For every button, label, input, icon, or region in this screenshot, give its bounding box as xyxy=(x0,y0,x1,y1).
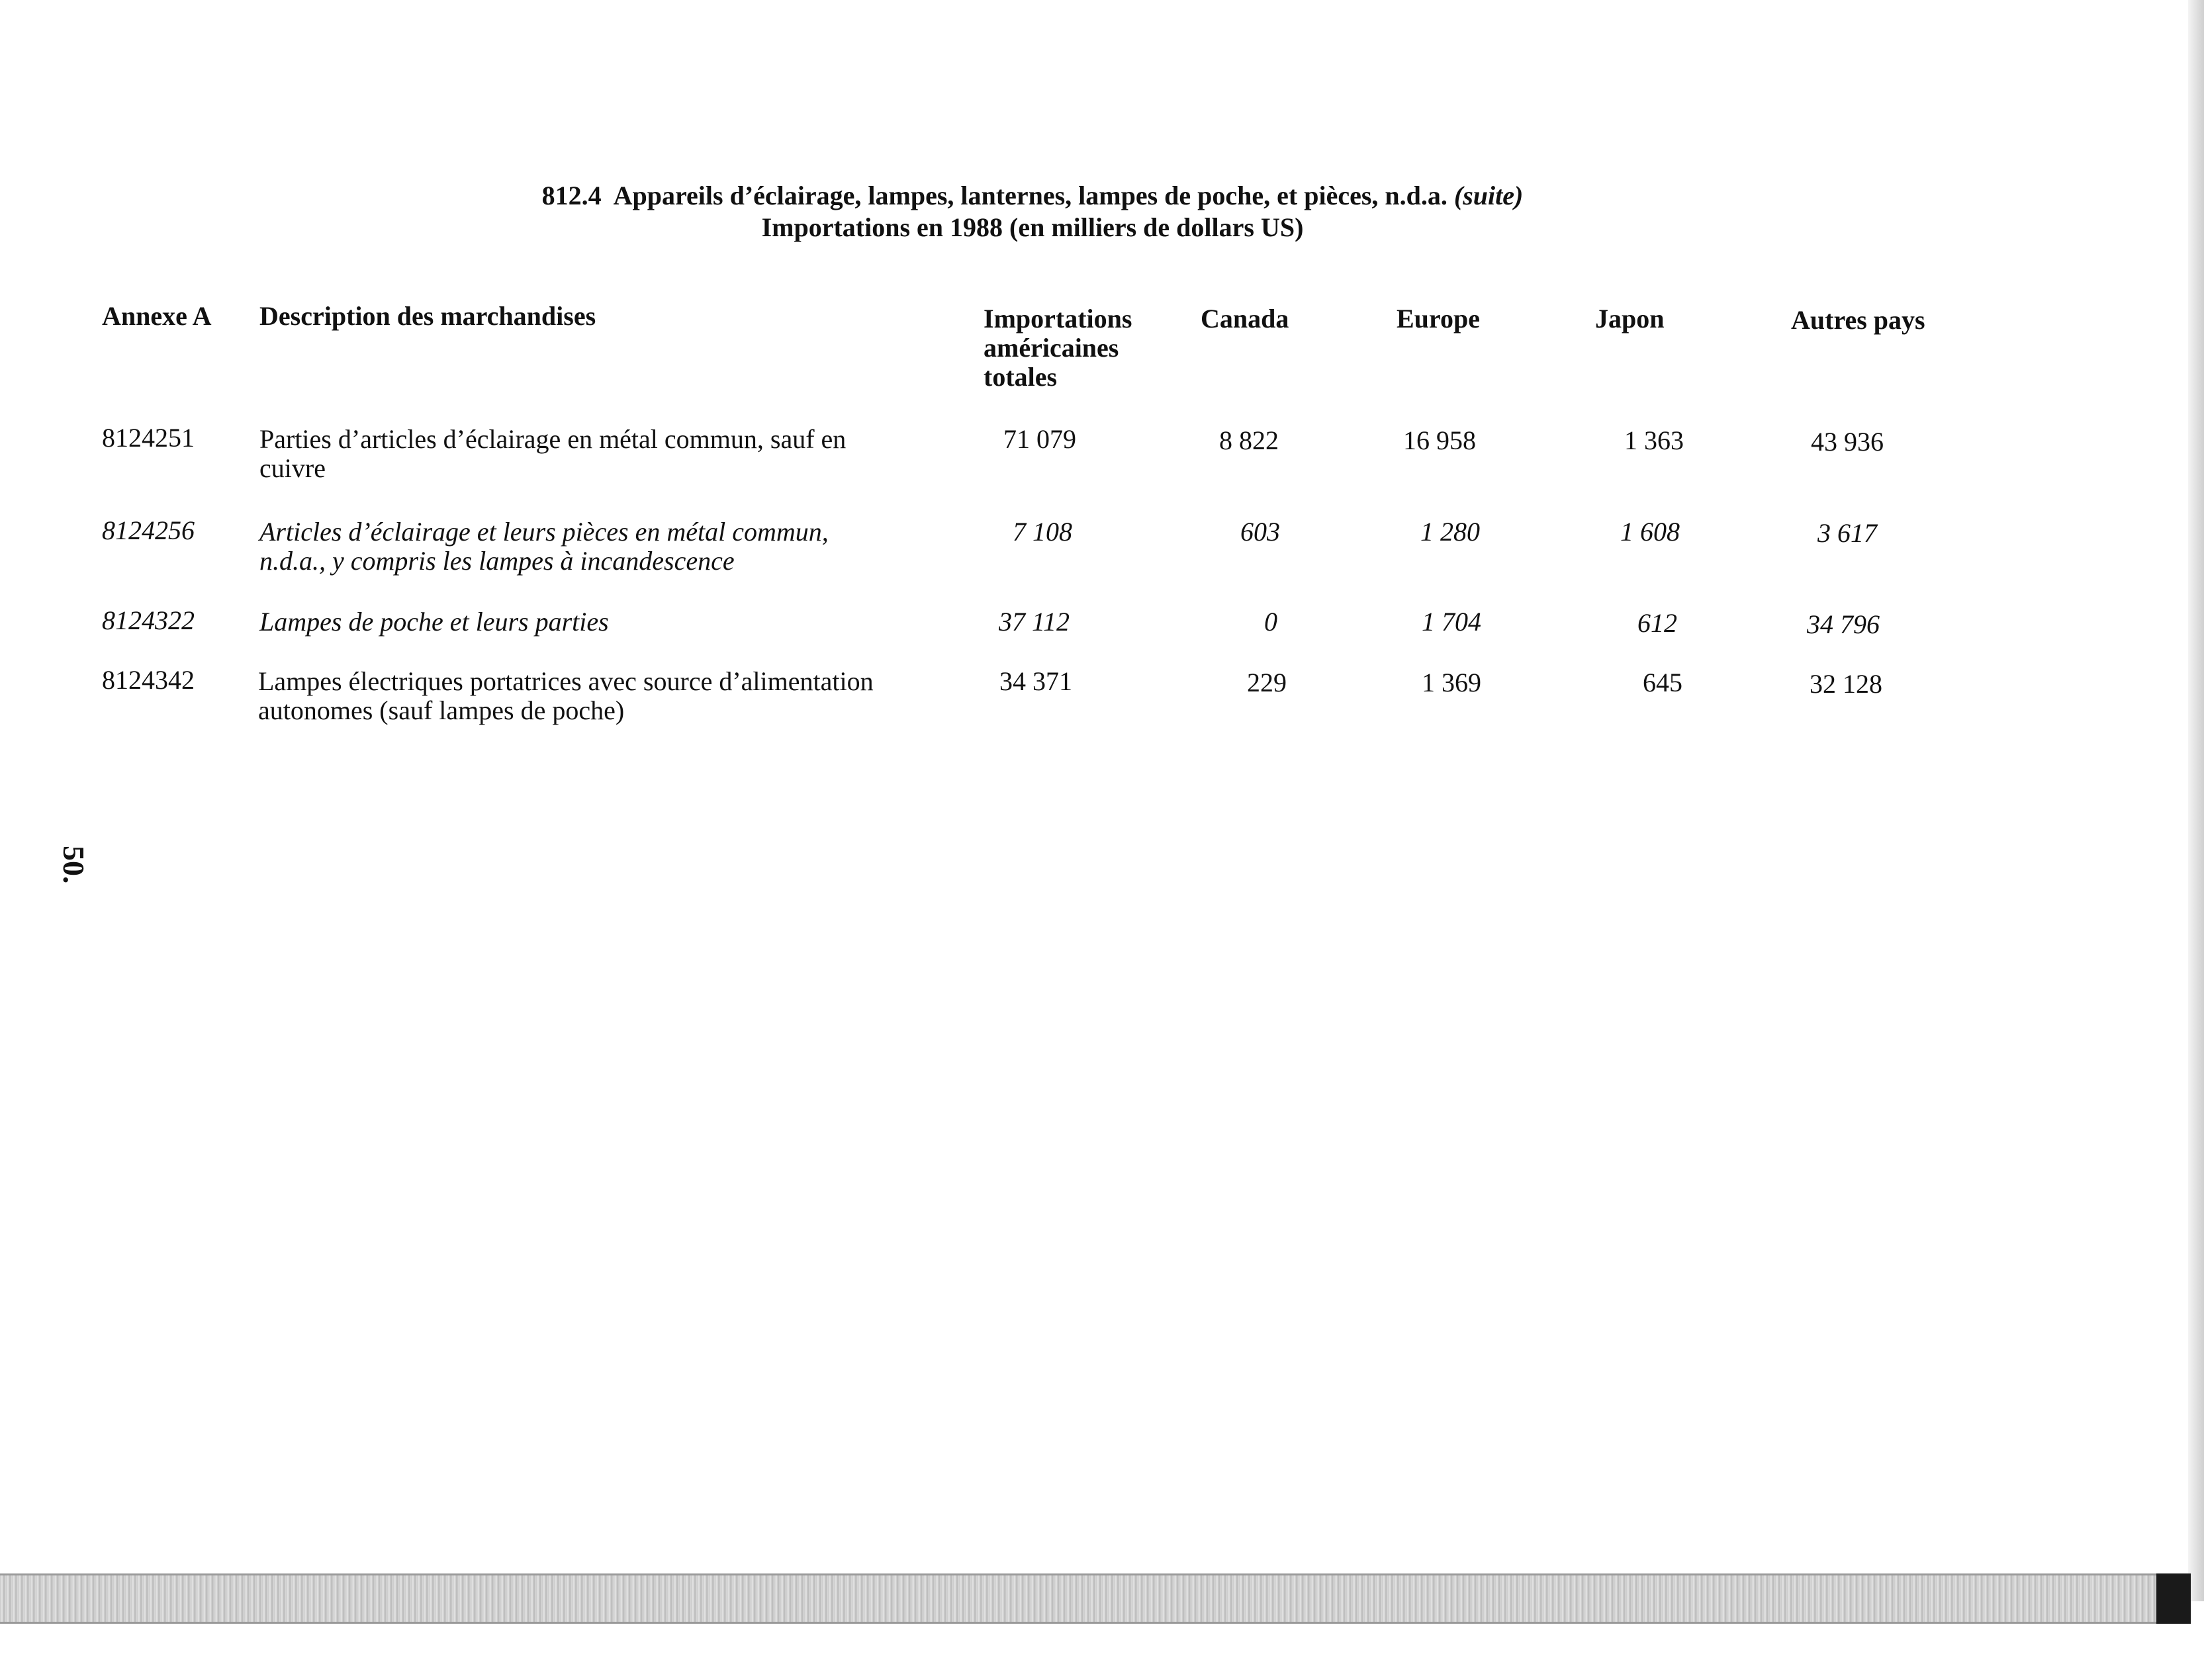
row-description-line1: Lampes de poche et leurs parties xyxy=(259,607,609,637)
row-europe: 16 958 xyxy=(1403,425,1476,455)
row-description xyxy=(259,517,928,576)
row-autres: 34 796 xyxy=(1807,609,1880,639)
row-autres: 43 936 xyxy=(1811,427,1884,457)
title-text: Appareils d’éclairage, lampes, lanternes, lampes de poche, et pièces, n.d.a. xyxy=(613,181,1447,210)
row-canada: 603 xyxy=(1240,517,1280,547)
row-japon: 645 xyxy=(1643,668,1682,697)
row-annexe: 8124322 xyxy=(102,605,195,635)
table-title xyxy=(371,180,1694,212)
row-canada: 229 xyxy=(1247,668,1287,697)
row-japon: 1 608 xyxy=(1620,517,1680,547)
page-number: 50. xyxy=(57,846,91,884)
row-imports: 7 108 xyxy=(1013,517,1072,547)
row-description-line1: Parties d’articles d’éclairage en métal commun, sauf en xyxy=(259,424,847,454)
row-europe: 1 704 xyxy=(1422,607,1481,637)
row-description-line2: n.d.a., y compris les lampes à incandescence xyxy=(259,546,735,576)
section-code: 812.4 xyxy=(541,181,602,210)
table-title-block xyxy=(371,180,1694,243)
header-autres: Autres pays xyxy=(1791,305,1925,335)
row-description xyxy=(259,425,928,483)
row-imports: 34 371 xyxy=(999,666,1072,696)
title-suffix: (suite) xyxy=(1453,181,1524,210)
header-annexe: Annexe A xyxy=(102,301,212,331)
row-imports: 37 112 xyxy=(998,607,1070,637)
row-description-line1: Lampes électriques portatrices avec source d’alimentation xyxy=(258,666,874,696)
header-imports-line1: Importations xyxy=(984,304,1132,333)
table-subtitle: Importations en 1988 (en milliers de dollars US) xyxy=(761,212,1304,242)
row-description-line2: cuivre xyxy=(259,453,326,483)
row-autres: 32 128 xyxy=(1810,669,1882,699)
row-description-line2: autonomes (sauf lampes de poche) xyxy=(258,695,625,725)
row-japon: 1 363 xyxy=(1624,425,1684,455)
page-edge xyxy=(2188,0,2204,1601)
row-japon: 612 xyxy=(1637,608,1677,638)
row-annexe: 8124251 xyxy=(102,423,195,453)
row-canada: 8 822 xyxy=(1219,425,1279,455)
row-description xyxy=(258,667,927,725)
header-imports xyxy=(984,304,1132,392)
header-canada: Canada xyxy=(1201,304,1289,333)
row-description xyxy=(259,607,928,637)
scan-border-band xyxy=(0,1573,2191,1624)
header-description: Description des marchandises xyxy=(259,301,596,331)
row-canada: 0 xyxy=(1264,607,1277,637)
header-imports-line2: américaines xyxy=(984,333,1119,363)
row-description-line1: Articles d’éclairage et leurs pièces en métal commun, xyxy=(259,517,829,547)
header-imports-line3: totales xyxy=(984,362,1058,392)
row-europe: 1 369 xyxy=(1422,668,1481,697)
row-annexe: 8124342 xyxy=(102,665,195,695)
row-autres: 3 617 xyxy=(1817,518,1877,548)
row-europe: 1 280 xyxy=(1420,517,1480,547)
header-europe: Europe xyxy=(1397,304,1480,333)
row-annexe: 8124256 xyxy=(102,515,195,545)
row-imports: 71 079 xyxy=(1003,424,1076,454)
header-japon: Japon xyxy=(1595,304,1665,333)
scan-border-end xyxy=(2156,1573,2191,1624)
